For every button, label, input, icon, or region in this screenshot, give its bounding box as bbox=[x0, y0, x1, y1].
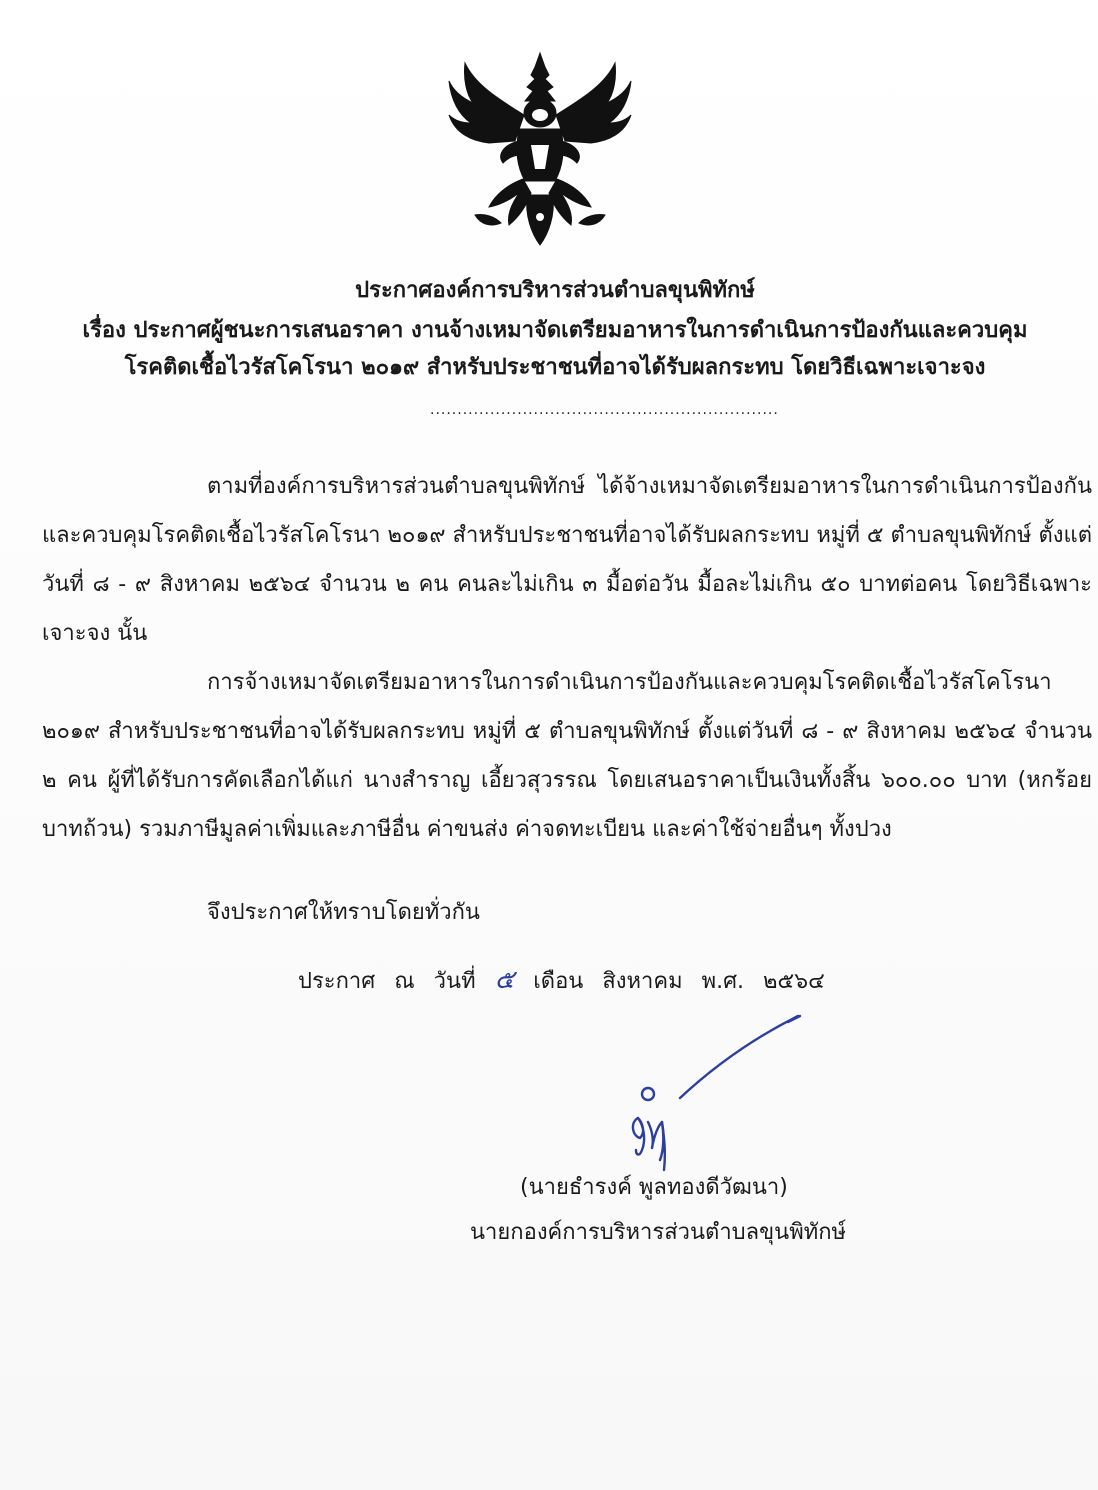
signer-name: (นายธำรงค์ พูลทองดีวัฒนา) bbox=[520, 1175, 788, 1200]
announcement-subject-line-2: โรคติดเชื้อไวรัสโคโรนา ๒๐๑๙ สำหรับประชาชนที่อาจได้รับผลกระทบ โดยวิธีเฉพาะเจาะจง bbox=[124, 355, 986, 380]
date-label: ประกาศ bbox=[298, 969, 376, 994]
date-month: สิงหาคม bbox=[602, 969, 683, 994]
announcement-title: ประกาศองค์การบริหารส่วนตำบลขุนพิทักษ์ bbox=[355, 278, 755, 303]
signer-position: นายกองค์การบริหารส่วนตำบลขุนพิทักษ์ bbox=[470, 1220, 847, 1245]
announcement-subject-line-1: เรื่อง ประกาศผู้ชนะการเสนอราคา งานจ้างเหมาจัดเตรียมอาหารในการดำเนินการป้องกันและควบคุม bbox=[82, 318, 1028, 343]
date-day-label: วันที่ bbox=[433, 969, 476, 994]
title-separator: ................................................................ bbox=[430, 402, 779, 418]
body-paragraph-1: ตามที่องค์การบริหารส่วนตำบลขุนพิทักษ์ ได้จ้างเหมาจัดเตรียมอาหารในการดำเนินการป้องกันและควบคุมโรคติดเชื้อไวรัสโคโรนา ๒๐๑๙ สำหรับประชาชนที่อาจได้รับผลกระทบ หมู่ที่ ๕ ตำบลขุนพิทักษ์ ตั้งแต่วันที่ ๘ - ๙ สิงหาคม ๒๕๖๔ จำนวน ๒ คน คนละไม่เกิน ๓ มื้อต่อวัน มื้อละไม่เกิน ๕๐ บาทต่อคน โดยวิธีเฉพาะเจาะจง นั้น bbox=[42, 474, 1092, 646]
date-at: ณ bbox=[394, 969, 415, 994]
announcement-date bbox=[298, 960, 837, 1002]
date-era: พ.ศ. bbox=[701, 969, 745, 994]
date-day-handwritten: ๕ bbox=[494, 965, 515, 995]
body-paragraph-2: การจ้างเหมาจัดเตรียมอาหารในการดำเนินการป้องกันและควบคุมโรคติดเชื้อไวรัสโคโรนา ๒๐๑๙ สำหรับประชาชนที่อาจได้รับผลกระทบ หมู่ที่ ๕ ตำบลขุนพิทักษ์ ตั้งแต่วันที่ ๘ - ๙ สิงหาคม ๒๕๖๔ จำนวน ๒ คน ผู้ที่ได้รับการคัดเลือกได้แก่ นางสำราญ เอี้ยวสุวรรณ โดยเสนอราคาเป็นเงินทั้งสิ้น ๖๐๐.๐๐ บาท (หกร้อยบาทถ้วน) รวมภาษีมูลค่าเพิ่มและภาษีอื่น ค่าขนส่ง ค่าจดทะเบียน และค่าใช้จ่ายอื่นๆ ทั้งปวง bbox=[42, 670, 1092, 842]
date-year: ๒๕๖๔ bbox=[763, 969, 825, 994]
date-month-label: เดือน bbox=[533, 969, 584, 994]
garuda-emblem-icon bbox=[445, 45, 635, 250]
handwritten-signature bbox=[600, 1010, 810, 1185]
closing-statement: จึงประกาศให้ทราบโดยทั่วกัน bbox=[207, 900, 480, 925]
